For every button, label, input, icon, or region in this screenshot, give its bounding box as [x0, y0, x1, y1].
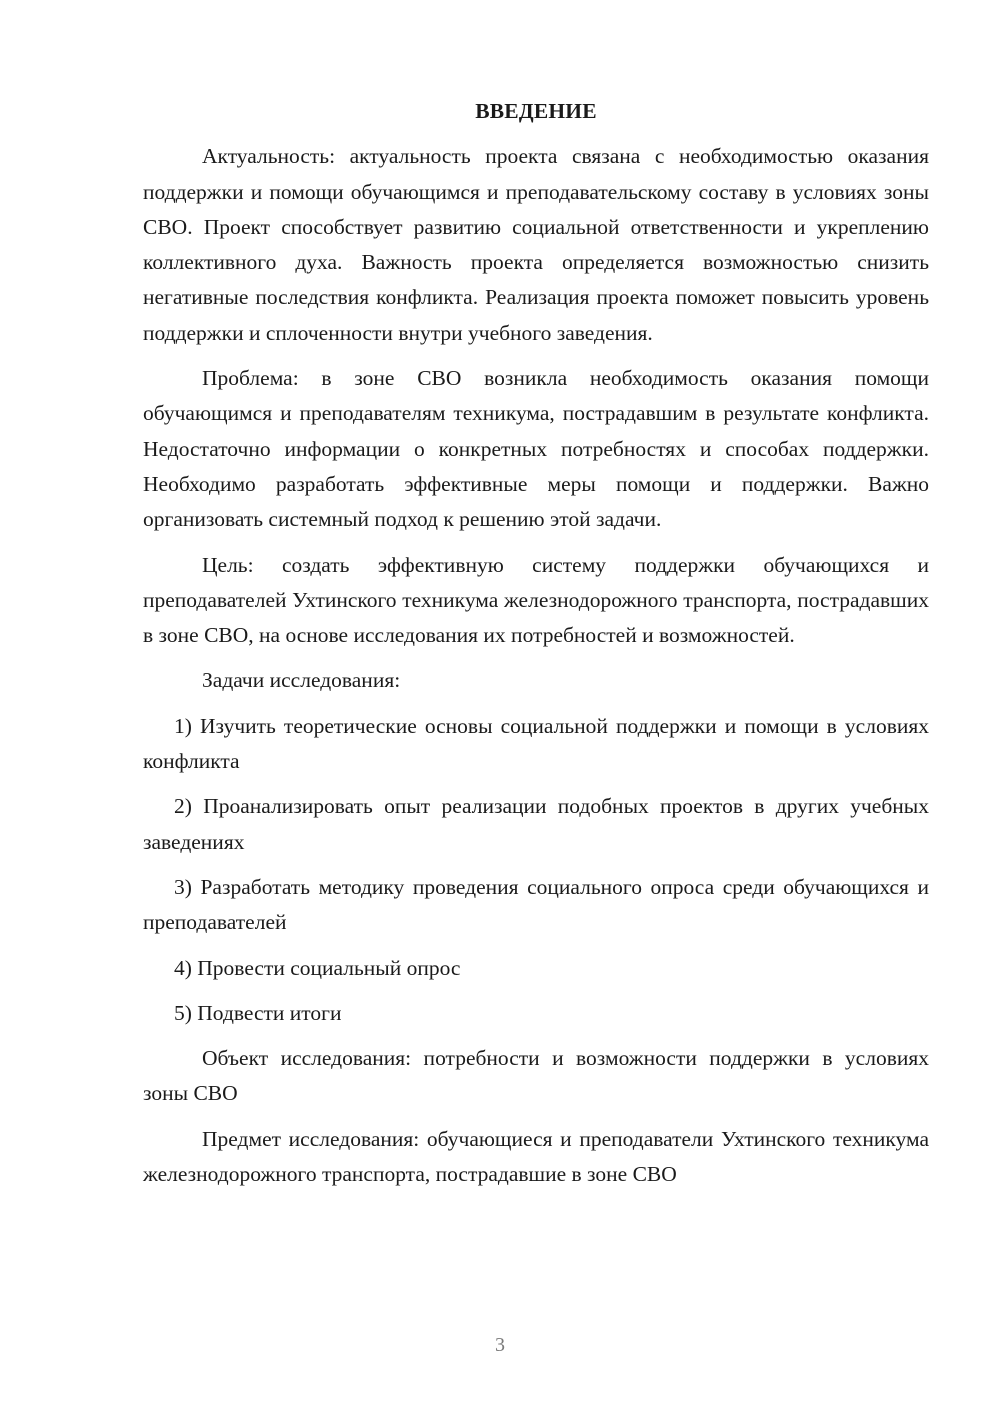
paragraph-tasks-heading: Задачи исследования: [202, 668, 401, 693]
page-number: 3 [495, 1334, 505, 1356]
paragraph-subject: Предмет исследования: обучающиеся и преподаватели Ухтинского техникума железнодорожного транспорта, пострадавшие в зоне СВО [143, 1126, 929, 1187]
task-item: 4) Провести социальный опрос [174, 955, 461, 980]
paragraph-goal: Цель: создать эффективную систему поддержки обучающихся и преподавателей Ухтинского техникума железнодорожного транспорта, пострадавших в зоне СВО, на основе исследования их потребностей и возможностей. [143, 552, 929, 648]
document-title: ВВЕДЕНИЕ [475, 99, 597, 123]
document-page [143, 94, 929, 1202]
task-item: 1) Изучить теоретические основы социальной поддержки и помощи в условиях конфликта [143, 713, 929, 774]
paragraph-relevance: Актуальность: актуальность проекта связана с необходимостью оказания поддержки и помощи обучающимся и преподавательскому составу в условиях зоны СВО. Проект способствует развитию социальной ответственности и укреплению коллективного духа. Важность проекта определяется возможностью снизить негативные последствия конфликта. Реализация проекта поможет повысить уровень поддержки и сплоченности внутри учебного заведения. [143, 144, 929, 345]
task-item: 2) Проанализировать опыт реализации подобных проектов в других учебных заведениях [143, 794, 929, 854]
task-item: 3) Разработать методику проведения социального опроса среди обучающихся и преподавателей [143, 874, 929, 935]
paragraph-problem: Проблема: в зоне СВО возникла необходимость оказания помощи обучающимся и преподавателям техникума, пострадавшим в результате конфликта. Недостаточно информации о конкретных потребностях и способах поддержки. Необходимо разработать эффективные меры помощи и поддержки. Важно организовать системный подход к решению этой задачи. [143, 366, 929, 532]
task-item: 5) Подвести итоги [174, 1000, 342, 1025]
paragraph-object: Объект исследования: потребности и возможности поддержки в условиях зоны СВО [143, 1046, 929, 1106]
